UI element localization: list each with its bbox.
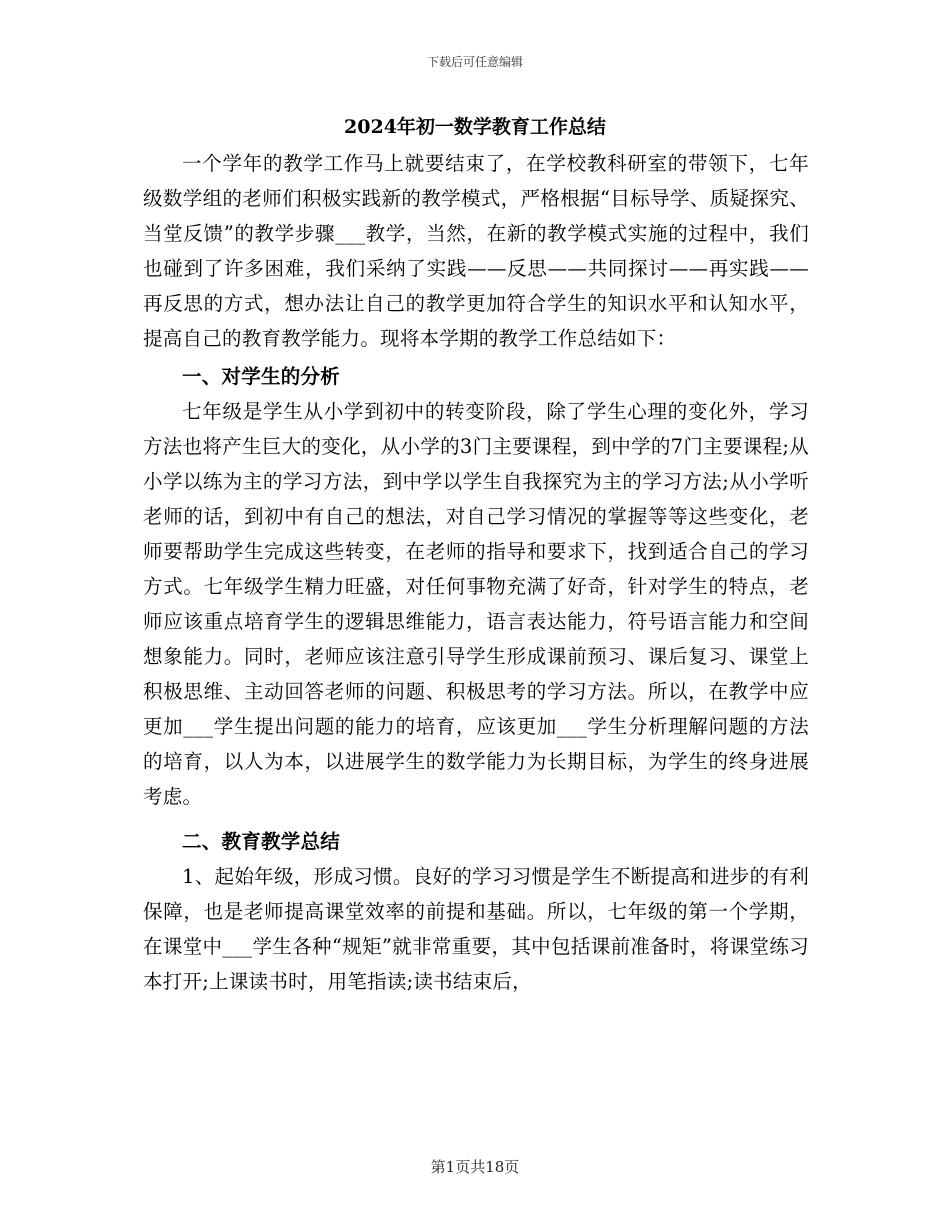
section-heading-student-analysis: 一、对学生的分析 bbox=[182, 365, 341, 388]
document-title: 2024年初一数学教育工作总结 bbox=[344, 116, 606, 138]
teaching-summary-item-1: 1、起始年级，形成习惯。良好的学习习惯是学生不断提高和进步的有利保障，也是老师提高课堂效率的前提和基础。所以，七年级的第一个学期，在课堂中___学生各种“规矩”就非常重要，其中包括课前准备时，将课堂练习本打开;上课读书时，用笔指读;读书结束后， bbox=[143, 865, 809, 993]
student-analysis-paragraph: 七年级是学生从小学到初中的转变阶段，除了学生心理的变化外，学习方法也将产生巨大的变化，从小学的3门主要课程，到中学的7门主要课程;从小学以练为主的学习方法，到中学以学生自我探究为主的学习方法;从小学听老师的话，到初中有自己的想法，对自己学习情况的掌握等等这些变化，老师要帮助学生完成这些转变，在老师的指导和要求下，找到适合自己的学习方式。七年级学生精力旺盛，对任何事物充满了好奇，针对学生的特点，老师应该重点培育学生的逻辑思维能力，语言表达能力，符号语言能力和空间想象能力。同时，老师应该注意引导学生形成课前预习、课后复习、课堂上积极思维、主动回答老师的问题、积极思考的学习方法。所以，在教学中应更加___学生提出问题的能力的培育，应该更加___学生分析理解问题的方法的培育，以人为本，以进展学生的数学能力为长期目标，为学生的终身进展考虑。 bbox=[143, 400, 809, 808]
header-note: 下载后可任意编辑 bbox=[426, 55, 523, 69]
document-body bbox=[143, 146, 809, 999]
section-heading-teaching-summary: 二、教育教学总结 bbox=[182, 830, 341, 853]
page-number: 第1页共18页 bbox=[430, 1158, 520, 1176]
intro-paragraph: 一个学年的教学工作马上就要结束了，在学校教科研室的带领下，七年级数学组的老师们积极实践新的教学模式，严格根据“目标导学、质疑探究、当堂反馈”的教学步骤___教学，当然，在新的教学模式实施的过程中，我们也碰到了许多困难，我们采纳了实践——反思——共同探讨——再实践——再反思的方式，想办法让自己的教学更加符合学生的知识水平和认知水平，提高自己的教育教学能力。现将本学期的教学工作总结如下： bbox=[143, 152, 809, 350]
